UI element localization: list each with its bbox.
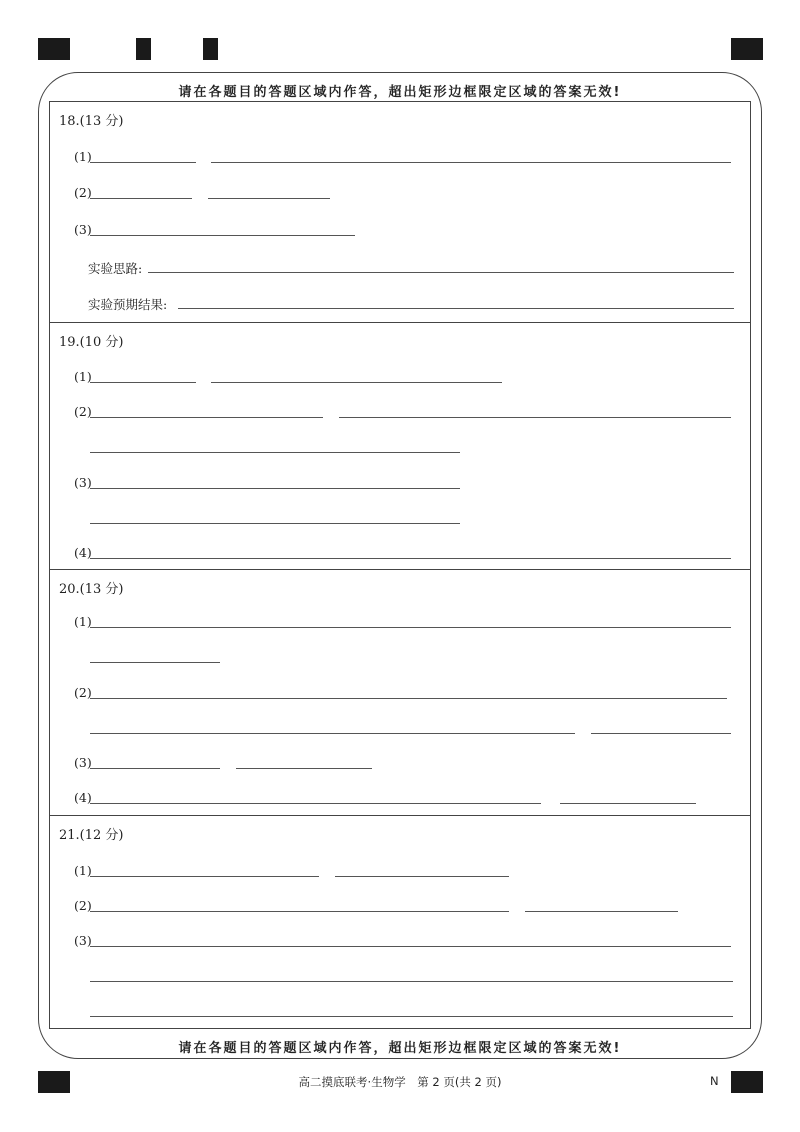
paper-code: N <box>710 1074 719 1088</box>
answer-area <box>49 101 751 1029</box>
q21-part-2-blank-b[interactable] <box>525 911 678 912</box>
corner-mark-top-right <box>731 38 763 60</box>
q20-part-1-label: (1) <box>74 614 92 629</box>
q18-part-2-blank-a[interactable] <box>90 198 192 199</box>
q20-part-1-blank-a[interactable] <box>90 627 731 628</box>
q19-part-2-blank-c[interactable] <box>90 452 460 453</box>
q20-part-1-blank-b[interactable] <box>90 662 220 663</box>
question-19 <box>50 322 750 569</box>
q18-part-3-blank[interactable] <box>90 235 355 236</box>
q19-part-2-blank-b[interactable] <box>339 417 731 418</box>
q18-result-label: 实验预期结果: <box>88 297 168 312</box>
q20-part-2-label: (2) <box>74 685 92 700</box>
q18-part-2-blank-b[interactable] <box>208 198 330 199</box>
q19-part-2-label: (2) <box>74 404 92 419</box>
q21-part-2-label: (2) <box>74 898 92 913</box>
q20-part-4-label: (4) <box>74 790 92 805</box>
q20-part-4-blank-a[interactable] <box>90 803 541 804</box>
q19-part-1-blank-b[interactable] <box>211 382 502 383</box>
q19-part-1-blank-a[interactable] <box>90 382 196 383</box>
q21-part-1-blank-a[interactable] <box>90 876 319 877</box>
q20-part-2-blank-b[interactable] <box>90 733 575 734</box>
q20-part-3-blank-b[interactable] <box>236 768 372 769</box>
q19-part-1-label: (1) <box>74 369 92 384</box>
question-20-title: 20.(13 分) <box>59 582 124 597</box>
question-18 <box>50 102 750 322</box>
question-21 <box>50 815 750 1028</box>
q18-part-2-label: (2) <box>74 185 92 200</box>
timing-mark-2 <box>203 38 218 60</box>
q20-part-2-blank-a[interactable] <box>90 698 727 699</box>
q21-part-3-blank-c[interactable] <box>90 1016 733 1017</box>
timing-mark-1 <box>136 38 151 60</box>
page-footer: 高二摸底联考·生物学 第 2 页(共 2 页) <box>298 1075 502 1089</box>
q21-part-1-blank-b[interactable] <box>335 876 509 877</box>
q20-part-2-blank-c[interactable] <box>591 733 731 734</box>
q18-part-3-label: (3) <box>74 222 92 237</box>
q19-part-3-blank-b[interactable] <box>90 523 460 524</box>
q18-result-blank[interactable] <box>178 308 734 309</box>
q21-part-3-label: (3) <box>74 933 92 948</box>
q18-idea-blank[interactable] <box>148 272 734 273</box>
q19-part-4-blank[interactable] <box>90 558 731 559</box>
corner-mark-top-left <box>38 38 70 60</box>
q19-part-4-label: (4) <box>74 545 92 560</box>
q19-part-2-blank-a[interactable] <box>90 417 323 418</box>
q20-part-3-blank-a[interactable] <box>90 768 220 769</box>
q18-part-1-label: (1) <box>74 149 92 164</box>
notice-bottom: 请在各题目的答题区域内作答，超出矩形边框限定区域的答案无效! <box>178 1041 622 1056</box>
q21-part-3-blank-b[interactable] <box>90 981 733 982</box>
notice-top: 请在各题目的答题区域内作答，超出矩形边框限定区域的答案无效! <box>178 85 622 100</box>
q18-part-1-blank-a[interactable] <box>90 162 196 163</box>
question-18-title: 18.(13 分) <box>59 114 124 129</box>
q19-part-3-label: (3) <box>74 475 92 490</box>
q20-part-4-blank-b[interactable] <box>560 803 696 804</box>
q21-part-2-blank-a[interactable] <box>90 911 509 912</box>
question-21-title: 21.(12 分) <box>59 828 124 843</box>
q21-part-3-blank-a[interactable] <box>90 946 731 947</box>
question-20 <box>50 569 750 815</box>
q20-part-3-label: (3) <box>74 755 92 770</box>
q18-part-1-blank-b[interactable] <box>211 162 731 163</box>
q18-idea-label: 实验思路: <box>88 261 143 276</box>
question-19-title: 19.(10 分) <box>59 335 124 350</box>
q19-part-3-blank-a[interactable] <box>90 488 460 489</box>
q21-part-1-label: (1) <box>74 863 92 878</box>
